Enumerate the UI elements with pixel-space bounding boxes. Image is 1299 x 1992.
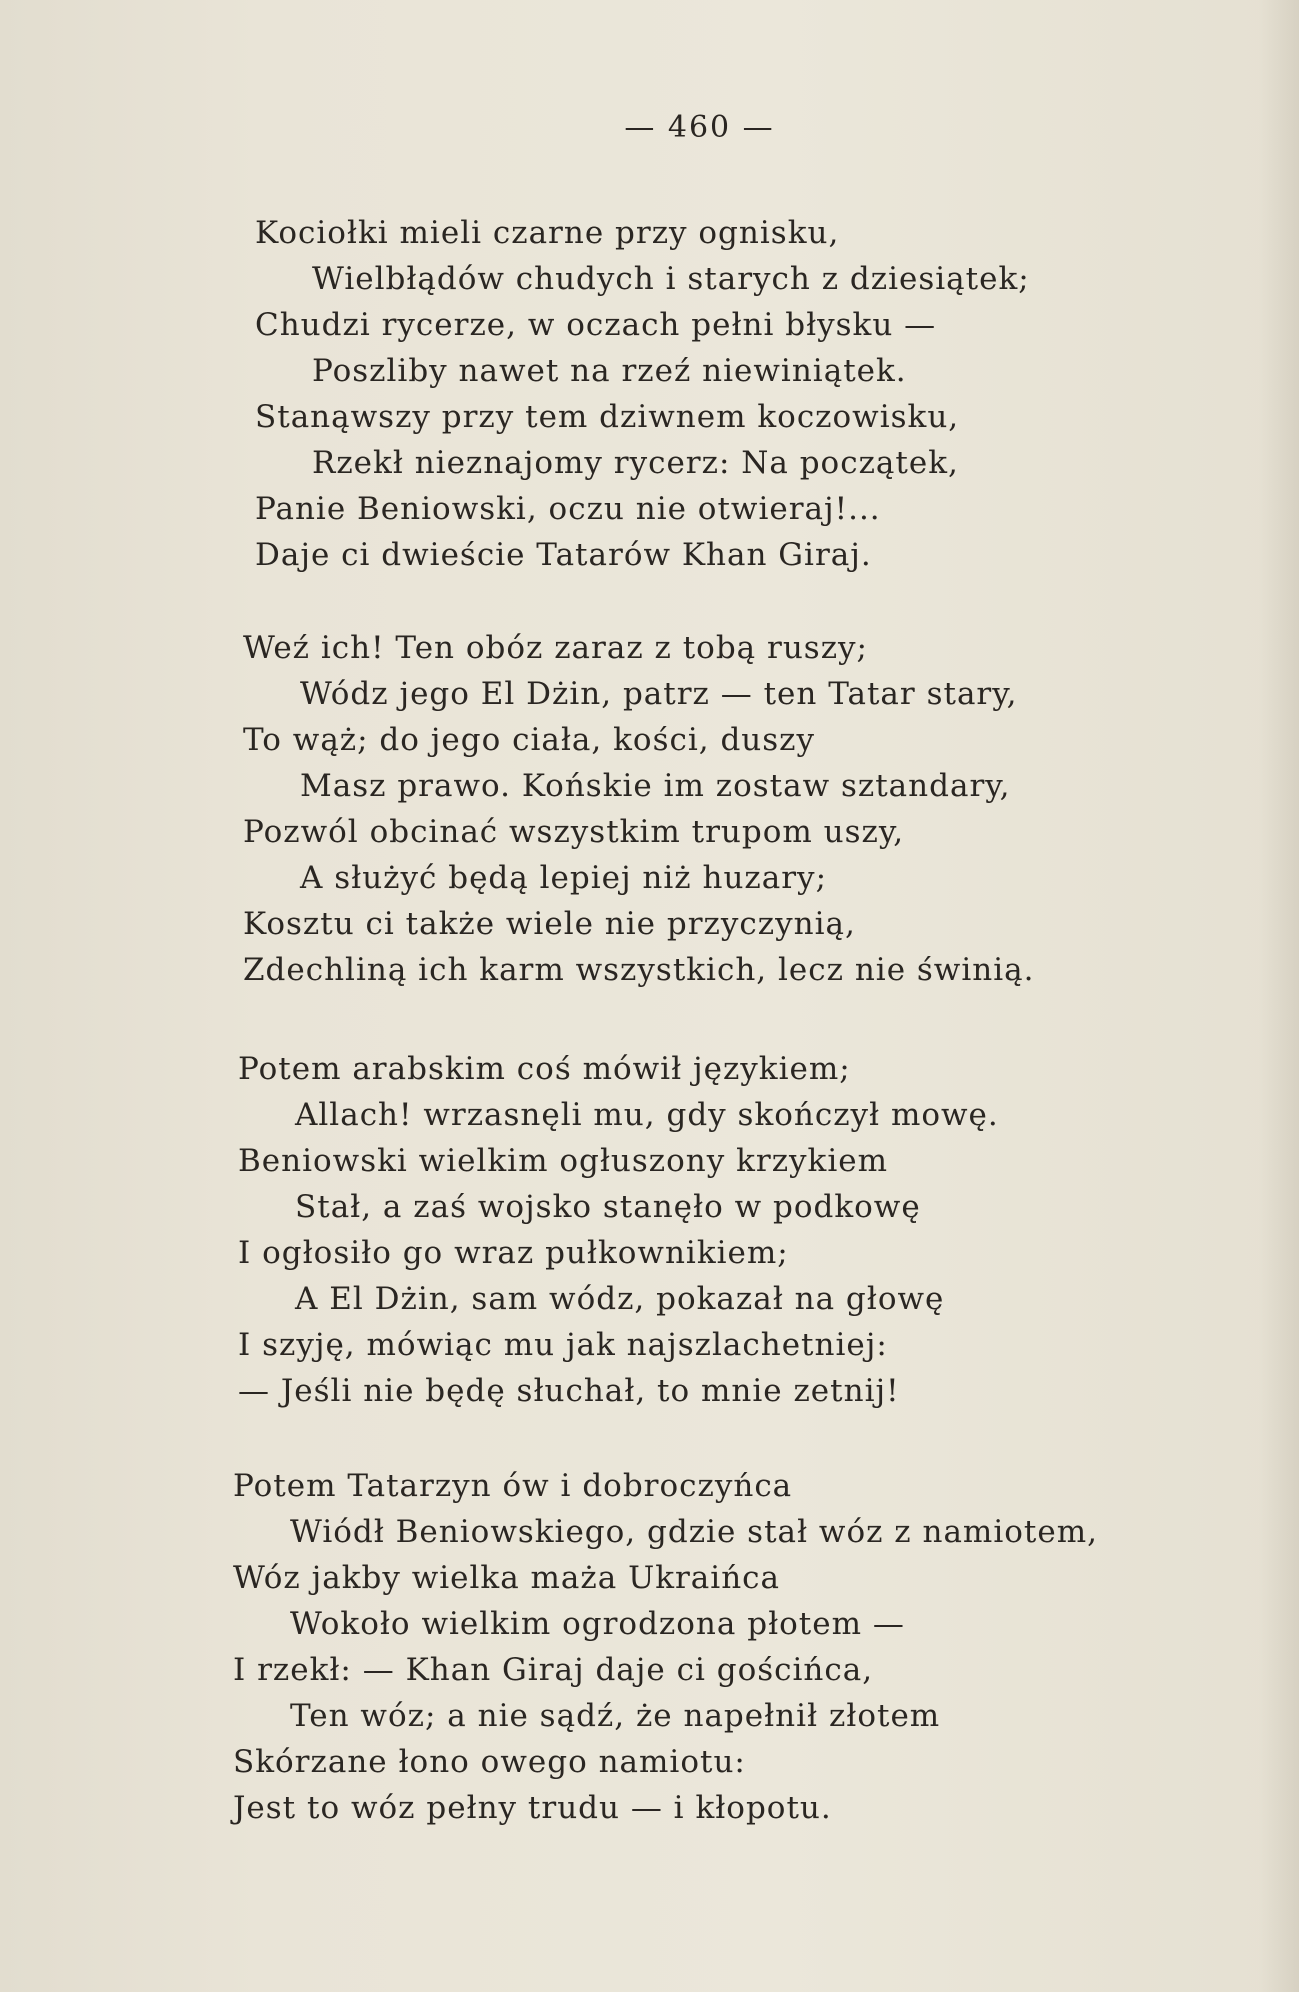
- verse-line: Wielbłądów chudych i starych z dziesiątek;: [312, 261, 1030, 297]
- verse-line: A El Dżin, sam wódz, pokazał na głowę: [295, 1281, 945, 1317]
- verse-line: Potem arabskim coś mówił językiem;: [238, 1051, 851, 1087]
- verse-line: Wódz jego El Dżin, patrz — ten Tatar stary,: [300, 676, 1018, 712]
- verse-line: Masz prawo. Końskie im zostaw sztandary,: [300, 768, 1011, 804]
- verse-line: Kociołki mieli czarne przy ognisku,: [255, 215, 840, 251]
- stanza-2: [243, 625, 1299, 993]
- verse-line: Weź ich! Ten obóz zaraz z tobą ruszy;: [243, 630, 868, 666]
- verse-line: Jest to wóz pełny trudu — i kłopotu.: [233, 1790, 832, 1826]
- verse-line: Allach! wrzasnęli mu, gdy skończył mowę.: [295, 1097, 999, 1133]
- verse-line: Wóz jakby wielka maża Ukraińca: [233, 1560, 781, 1596]
- verse-line: I ogłosiło go wraz pułkownikiem;: [238, 1235, 789, 1271]
- verse-line: Stanąwszy przy tem dziwnem koczowisku,: [255, 399, 960, 435]
- verse-line: Wokoło wielkim ogrodzona płotem —: [290, 1606, 905, 1642]
- verse-line: — Jeśli nie będę słuchał, to mnie zetnij!: [238, 1373, 900, 1409]
- verse-line: Skórzane łono owego namiotu:: [233, 1744, 746, 1780]
- verse-line: Rzekł nieznajomy rycerz: Na początek,: [312, 445, 959, 481]
- verse-line: Stał, a zaś wojsko stanęło w podkowę: [295, 1189, 921, 1225]
- verse-line: Ten wóz; a nie sądź, że napełnił złotem: [290, 1698, 941, 1734]
- verse-line: To wąż; do jego ciała, kości, duszy: [243, 722, 816, 758]
- verse-line: Chudzi rycerze, w oczach pełni błysku —: [255, 307, 937, 343]
- verse-line: Daje ci dwieście Tatarów Khan Giraj.: [255, 537, 872, 573]
- verse-line: I szyję, mówiąc mu jak najszlachetniej:: [238, 1327, 888, 1363]
- verse-line: Poszliby nawet na rzeź niewiniątek.: [312, 353, 907, 389]
- verse-line: Kosztu ci także wiele nie przyczynią,: [243, 906, 856, 942]
- verse-line: Potem Tatarzyn ów i dobroczyńca: [233, 1468, 793, 1504]
- page-number: — 460 —: [624, 110, 775, 145]
- verse-line: Beniowski wielkim ogłuszony krzykiem: [238, 1143, 888, 1179]
- verse-line: Panie Beniowski, oczu nie otwieraj!...: [255, 491, 881, 527]
- stanza-1: [255, 210, 1299, 578]
- verse-line: Wiódł Beniowskiego, gdzie stał wóz z namiotem,: [290, 1514, 1098, 1550]
- stanza-4: [233, 1463, 1299, 1831]
- verse-line: A służyć będą lepiej niż huzary;: [300, 860, 828, 896]
- verse-line: I rzekł: — Khan Giraj daje ci gościńca,: [233, 1652, 874, 1688]
- verse-line: Pozwól obcinać wszystkim trupom uszy,: [243, 814, 905, 850]
- verse-line: Zdechliną ich karm wszystkich, lecz nie świnią.: [243, 952, 1035, 988]
- stanza-3: [238, 1046, 1299, 1414]
